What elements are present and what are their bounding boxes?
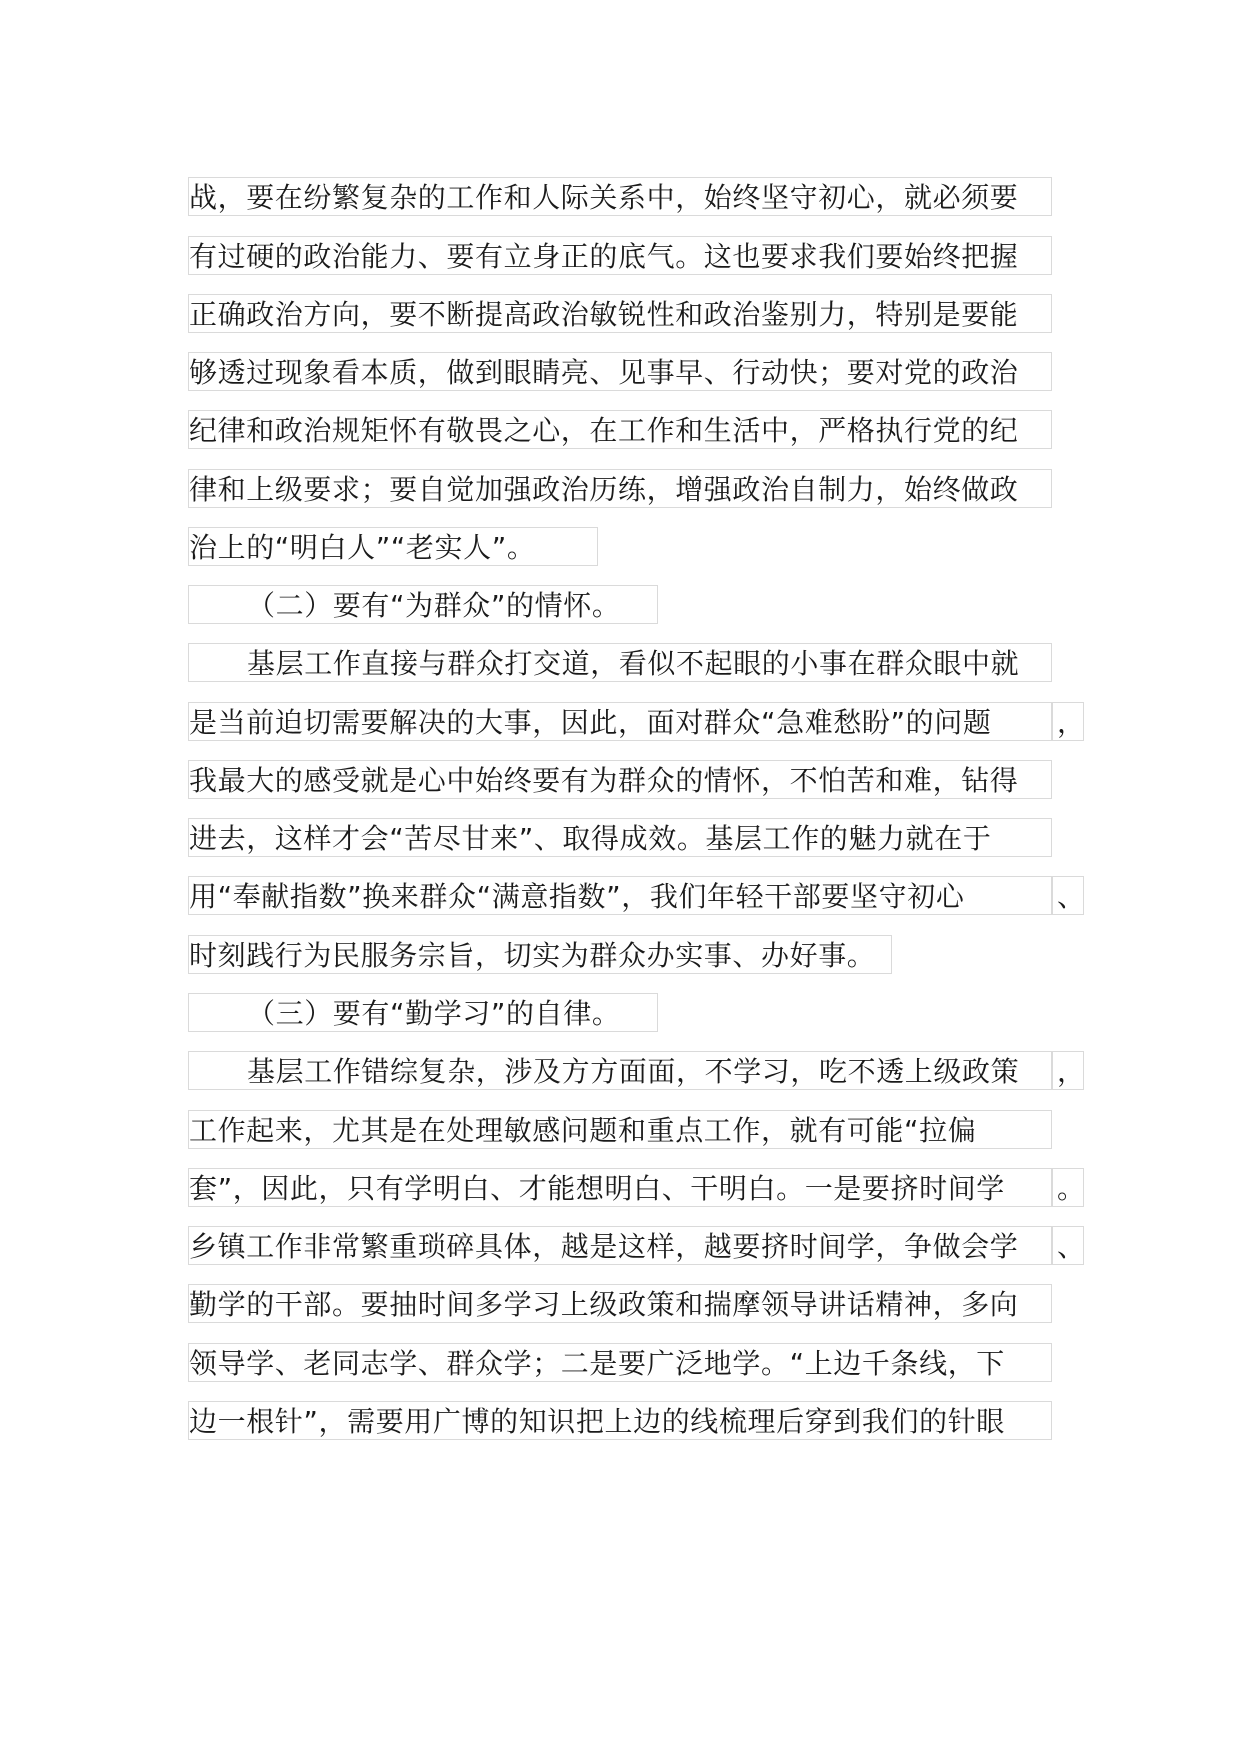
overflow-punctuation: 、 xyxy=(1052,1226,1084,1265)
text-line: 乡镇工作非常繁重琐碎具体，越是这样，越要挤时间学，争做会学 xyxy=(188,1226,1052,1265)
text-line: 战，要在纷繁复杂的工作和人际关系中，始终坚守初心，就必须要 xyxy=(188,177,1052,216)
overflow-punctuation: 、 xyxy=(1052,876,1084,915)
text-line: 边一根针”，需要用广博的知识把上边的线梳理后穿到我们的针眼 xyxy=(188,1401,1052,1440)
overflow-punctuation: ， xyxy=(1052,1051,1084,1090)
text-line: 基层工作直接与群众打交道，看似不起眼的小事在群众眼中就 xyxy=(188,643,1052,682)
text-line: 套”，因此，只有学明白、才能想明白、干明白。一是要挤时间学 xyxy=(188,1168,1052,1207)
text-line: 用“奉献指数”换来群众“满意指数”，我们年轻干部要坚守初心 xyxy=(188,876,1052,915)
text-line: 正确政治方向，要不断提高政治敏锐性和政治鉴别力，特别是要能 xyxy=(188,294,1052,333)
section-heading: （三）要有“勤学习”的自律。 xyxy=(188,993,658,1032)
text-line: 是当前迫切需要解决的大事，因此，面对群众“急难愁盼”的问题 xyxy=(188,702,1052,741)
text-line: 有过硬的政治能力、要有立身正的底气。这也要求我们要始终把握 xyxy=(188,236,1052,275)
text-line: 领导学、老同志学、群众学；二是要广泛地学。“上边千条线，下 xyxy=(188,1343,1052,1382)
text-line: 进去，这样才会“苦尽甘来”、取得成效。基层工作的魅力就在于 xyxy=(188,818,1052,857)
text-line: 勤学的干部。要抽时间多学习上级政策和揣摩领导讲话精神，多向 xyxy=(188,1284,1052,1323)
overflow-punctuation: ， xyxy=(1052,702,1084,741)
text-line: 基层工作错综复杂，涉及方方面面，不学习，吃不透上级政策 xyxy=(188,1051,1052,1090)
text-line: 工作起来，尤其是在处理敏感问题和重点工作，就有可能“拉偏 xyxy=(188,1110,1052,1149)
text-line: 纪律和政治规矩怀有敬畏之心，在工作和生活中，严格执行党的纪 xyxy=(188,410,1052,449)
text-line: 时刻践行为民服务宗旨，切实为群众办实事、办好事。 xyxy=(188,935,892,974)
text-line: 够透过现象看本质，做到眼睛亮、见事早、行动快；要对党的政治 xyxy=(188,352,1052,391)
section-heading: （二）要有“为群众”的情怀。 xyxy=(188,585,658,624)
text-line: 我最大的感受就是心中始终要有为群众的情怀，不怕苦和难，钻得 xyxy=(188,760,1052,799)
overflow-punctuation: 。 xyxy=(1052,1168,1084,1207)
text-line: 律和上级要求；要自觉加强政治历练，增强政治自制力，始终做政 xyxy=(188,469,1052,508)
text-line: 治上的“明白人”“老实人”。 xyxy=(188,527,598,566)
